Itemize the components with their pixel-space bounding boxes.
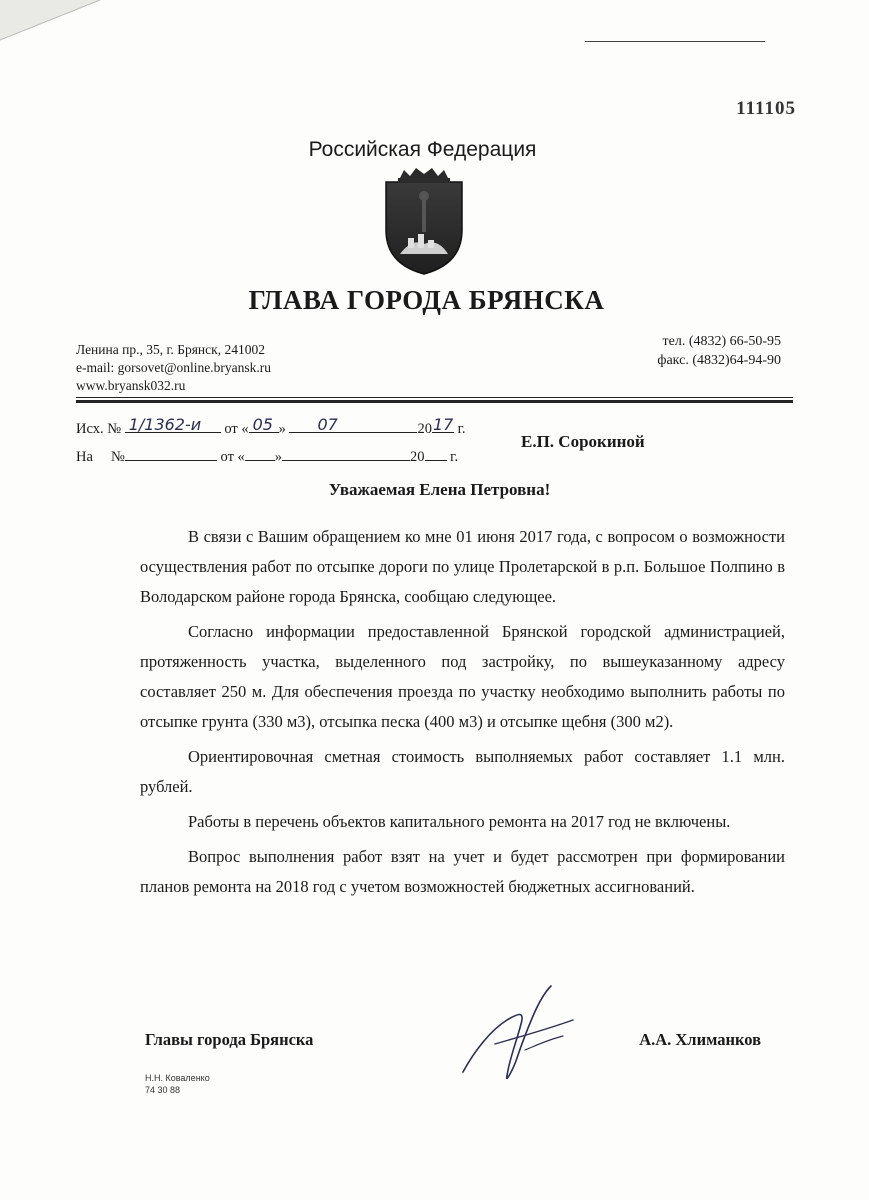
outgoing-reference — [76, 415, 466, 438]
authority-title-text: ГЛАВА ГОРОДА БРЯНСКА — [248, 285, 605, 315]
bryansk-coat-of-arms-icon — [382, 168, 466, 276]
executor-block — [145, 1072, 210, 1096]
incoming-day-field — [245, 446, 275, 461]
incoming-year-prefix: 20 — [410, 449, 425, 465]
incoming-year-field — [425, 446, 447, 461]
signatory-name: А.А. Хлиманков — [639, 1030, 761, 1049]
address-street: Ленина пр., 35, г. Брянск, 241002 — [76, 342, 265, 357]
body-paragraph: Работы в перечень объектов капитального ремонта на 2017 год не включены. — [188, 812, 731, 831]
header-divider-thick — [76, 400, 793, 403]
letter-body — [140, 522, 785, 907]
body-paragraph: Ориентировочная сметная стоимость выполняемых работ составляет 1.1 млн. рублей. — [140, 747, 785, 796]
salutation-text: Уважаемая Елена Петровна! — [328, 480, 551, 499]
outgoing-year: 17 — [432, 415, 454, 434]
outgoing-number-field — [125, 415, 221, 434]
contact-phone: тел. (4832) 66-50-95 — [662, 334, 781, 349]
outgoing-number: 1/1362-и — [128, 415, 202, 434]
document-number: 111105 — [736, 98, 796, 119]
executor-name: Н.Н. Коваленко — [145, 1073, 210, 1083]
outgoing-year-prefix: 20 — [417, 421, 432, 437]
country-name-text: Российская Федерация — [308, 138, 537, 161]
incoming-close-quote: » — [274, 449, 283, 465]
outgoing-label: Исх. № — [76, 421, 122, 437]
incoming-label: На — [76, 449, 93, 465]
outgoing-from-label: от « — [224, 421, 249, 437]
address-email: e-mail: gorsovet@online.bryansk.ru — [76, 360, 272, 375]
salutation — [0, 480, 869, 500]
body-paragraph: Согласно информации предоставленной Брянской городской администрацией, протяженность участка, выделенного под застройку, по вышеуказанному адресу составляет 250 м. Для обеспечения проезда по участку необходимо выполнить работы по отсыпке грунта (330 м3), отсыпка песка (400 м3) и отсыпке щебня (300 м2). — [140, 622, 785, 731]
incoming-reference — [76, 446, 458, 466]
body-paragraph: В связи с Вашим обращением ко мне 01 июня 2017 года, с вопросом о возможности осуществления работ по отсыпке дороги по улице Пролетарской в р.п. Большое Полпино в Володарском районе города Брянска, сообщаю следующее. — [140, 527, 785, 606]
contacts-block — [657, 332, 781, 370]
signatory-role: Главы города Брянска — [145, 1030, 314, 1049]
scan-artifact-line — [585, 41, 765, 42]
outgoing-month-field — [289, 415, 417, 434]
outgoing-day-field — [249, 415, 279, 434]
incoming-from-label: от « — [220, 449, 245, 465]
incoming-month-field — [282, 446, 410, 461]
outgoing-month: 07 — [317, 415, 338, 434]
handwritten-signature-icon — [455, 980, 585, 1090]
outgoing-day: 05 — [252, 415, 273, 434]
incoming-number-field — [125, 446, 217, 461]
address-website: www.bryansk032.ru — [76, 378, 186, 393]
executor-phone: 74 30 88 — [145, 1085, 181, 1095]
incoming-number-label: № — [111, 449, 125, 465]
contact-fax: факс. (4832)64-94-90 — [657, 353, 781, 368]
recipient-name: Е.П. Сорокиной — [521, 432, 645, 451]
outgoing-close-quote: » — [278, 421, 286, 437]
authority-title — [0, 285, 869, 316]
header-divider-thin — [76, 397, 793, 398]
country-name — [0, 138, 869, 162]
outgoing-year-label: г. — [457, 421, 466, 437]
outgoing-year-field — [432, 415, 454, 434]
address-block — [76, 341, 271, 395]
incoming-year-label: г. — [450, 449, 459, 465]
body-paragraph: Вопрос выполнения работ взят на учет и будет рассмотрен при формировании планов ремонта на 2018 год с учетом возможностей бюджетных ассигнований. — [140, 847, 785, 896]
